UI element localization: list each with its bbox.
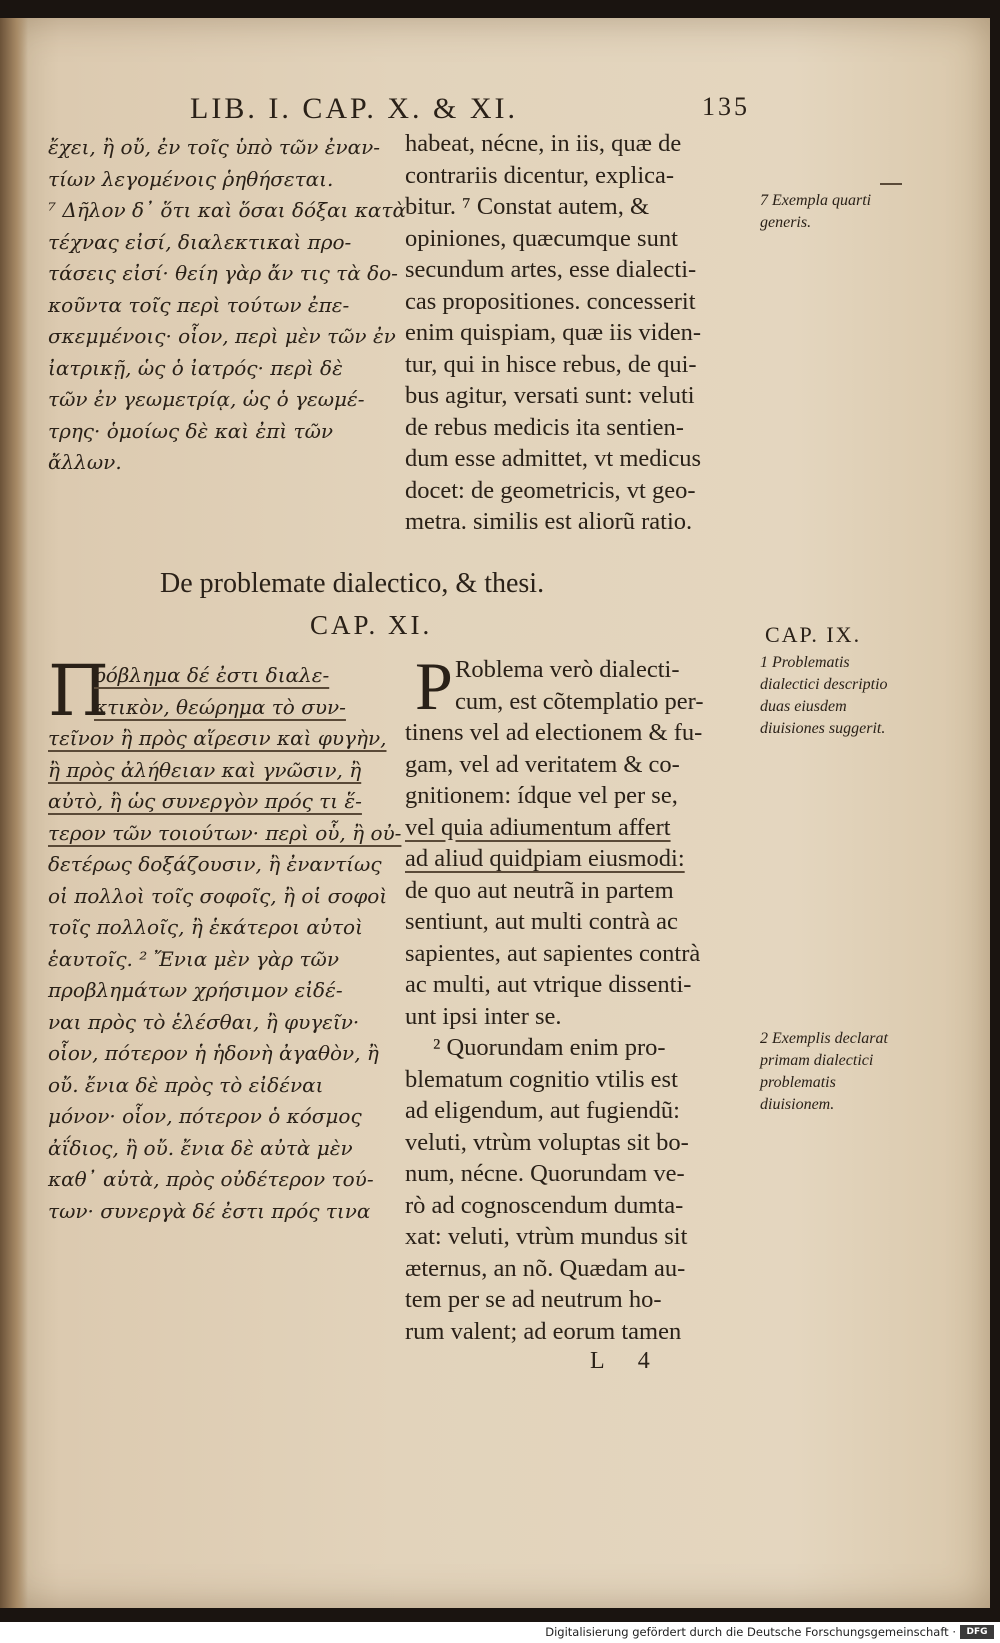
greek-line: οὔ. ἔνια δὲ πρὸς τὸ εἰδέναι	[48, 1072, 324, 1097]
greek-line: ἢ πρὸς ἀλήθειαν καὶ γνῶσιν, ἢ	[48, 757, 362, 782]
latin-line: opiniones, quæcumque sunt	[405, 224, 678, 252]
latin-line: unt ipsi inter se.	[405, 1002, 562, 1030]
latin-line: ad aliud quidpiam eiusmodi:	[405, 845, 685, 872]
greek-line: δετέρως δοξάζουσιν, ἢ ἐναντίως	[48, 852, 382, 876]
latin-line: ac multi, aut vtrique dissenti-	[405, 971, 692, 998]
digitization-footer	[0, 1622, 1000, 1643]
greek-column-top	[48, 132, 406, 479]
latin-line: tem per se ad neutrum ho-	[405, 1286, 662, 1313]
latin-line: de rebus medicis ita sentien-	[405, 413, 684, 441]
greek-line: τῶν ἐν γεωμετρίᾳ, ὡς ὁ γεωμέ-	[48, 387, 365, 411]
greek-line: των· συνεργὰ δέ ἐστι πρός τινα	[48, 1198, 371, 1223]
section-title: De problemate dialectico, & thesi.	[160, 568, 545, 599]
greek-line: καθ᾽ αὑτὰ, πρὸς οὐδέτερον τού-	[48, 1167, 374, 1191]
latin-line: cas propositiones. concesserit	[405, 287, 696, 315]
latin-line: habeat, nécne, in iis, quæ de	[405, 130, 682, 157]
greek-drop-capital: Π	[48, 650, 110, 732]
greek-line: προβλημάτων χρήσιμον εἰδέ-	[48, 978, 343, 1002]
latin-line: tur, qui in hisce rebus, de qui-	[405, 350, 697, 378]
greek-line: τρης· ὁμοίως δὲ καὶ ἐπὶ τῶν	[48, 418, 334, 443]
greek-line: ναι πρὸς τὸ ἑλέσθαι, ἢ φυγεῖν·	[48, 1009, 360, 1034]
latin-line: bus agitur, versati sunt: veluti	[405, 382, 695, 409]
latin-line: ² Quorundam enim pro-	[433, 1034, 666, 1061]
running-head-title: LIB. I. CAP. X. & XI.	[190, 92, 519, 125]
latin-line: xat: veluti, vtrùm mundus sit	[405, 1223, 688, 1250]
greek-line: τερον τῶν τοιούτων· περὶ οὗ, ἢ οὐ-	[48, 820, 402, 845]
latin-line: vel quia adiumentum affert	[405, 813, 671, 841]
margin-note-description: 1 Problematis dialectici descriptio duas eiusdem diuisiones suggerit.	[760, 654, 888, 737]
greek-line: οἱ πολλοὶ τοῖς σοφοῖς, ἢ οἱ σοφοὶ	[48, 883, 388, 908]
greek-line: σκεμμένοις· οἷον, περὶ μὲν τῶν ἐν	[48, 324, 396, 348]
greek-line: τοῖς πολλοῖς, ἢ ἑκάτεροι αὐτοὶ	[48, 915, 363, 939]
latin-line: de quo aut neutrã in partem	[405, 876, 674, 904]
latin-line: metra. similis est aliorũ ratio.	[405, 508, 693, 535]
greek-line: κτικὸν, θεώρημα τὸ συν-	[94, 694, 346, 719]
greek-line: ἔχει, ἢ οὔ, ἐν τοῖς ὑπὸ τῶν ἐναν-	[48, 135, 381, 159]
latin-column-top	[405, 128, 753, 538]
margin-chapter-reference: CAP. IX.	[765, 622, 862, 647]
latin-line: rum valent; ad eorum tamen	[405, 1317, 682, 1345]
greek-column-bottom	[48, 650, 402, 1227]
footer-credit: Digitalisierung gefördert durch die Deutsche Forschungsgemeinschaft ·	[545, 1625, 956, 1639]
greek-line: αὐτὸ, ἢ ὡς συνεργὸν πρός τι ἕ-	[48, 789, 362, 813]
greek-line: ⁷ Δῆλον δ᾽ ὅτι καὶ ὅσαι δόξαι κατὰ	[48, 198, 406, 222]
greek-line: ἄλλων.	[48, 450, 122, 474]
latin-line: rò ad cognoscendum dumta-	[405, 1191, 684, 1219]
latin-line: secundum artes, esse dialecti-	[405, 256, 697, 283]
margin-note-example: 2 Exemplis declarat primam dialectici problematis diuisionem.	[760, 1030, 888, 1113]
greek-line: τεῖνον ἢ πρὸς αἵρεσιν καὶ φυγὴν,	[48, 726, 387, 750]
page-number: 135	[702, 92, 750, 121]
latin-line: docet: de geometricis, vt geo-	[405, 476, 696, 504]
latin-line: gam, vel ad veritatem & co-	[405, 750, 680, 778]
margin-note-examples: 7 Exempla quarti generis.	[760, 192, 872, 231]
page-gutter	[0, 18, 28, 1608]
latin-line: sentiunt, aut multi contrà ac	[405, 908, 678, 935]
margin-dash	[880, 183, 902, 185]
greek-line: ρόβλημα δέ ἐστι διαλε-	[94, 663, 330, 687]
latin-line: dum esse admittet, vt medicus	[405, 445, 701, 472]
latin-line: contrariis dicentur, explica-	[405, 161, 675, 189]
greek-line: κοῦντα τοῖς περὶ τούτων ἐπε-	[48, 292, 350, 317]
signature-mark: L 4	[590, 1348, 664, 1374]
latin-line: gnitionem: ídque vel per se,	[405, 782, 678, 809]
latin-line: ad eligendum, aut fugiendũ:	[405, 1097, 680, 1124]
greek-line: τάσεις εἰσί· θείη γὰρ ἄν τις τὰ δο-	[48, 261, 398, 285]
dfg-logo-icon: DFG	[960, 1625, 994, 1639]
greek-line: τίων λεγομένοις ῥηθήσεται.	[48, 166, 334, 191]
latin-line: sapientes, aut sapientes contrà	[405, 939, 701, 967]
latin-line: Roblema verò dialecti-	[455, 656, 680, 683]
latin-drop-capital: P	[415, 648, 453, 724]
latin-line: enim quispiam, quæ iis viden-	[405, 319, 702, 346]
latin-line: blematum cognitio vtilis est	[405, 1065, 678, 1093]
latin-line: tinens vel ad electionem & fu-	[405, 719, 703, 746]
latin-line: num, nécne. Quorundam ve-	[405, 1160, 685, 1187]
greek-line: τέχνας εἰσί, διαλεκτικαὶ προ-	[48, 229, 352, 254]
latin-line: cum, est cõtemplatio per-	[455, 687, 704, 715]
chapter-heading: CAP. XI.	[310, 610, 433, 640]
greek-line: οἷον, πότερον ἡ ἡδονὴ ἀγαθὸν, ἢ	[48, 1041, 379, 1065]
latin-line: bitur. ⁷ Constat autem, &	[405, 193, 649, 220]
greek-line: ἰατρικῇ, ὡς ὁ ἰατρός· περὶ δὲ	[48, 355, 343, 380]
latin-column-bottom	[405, 648, 753, 1347]
latin-line: veluti, vtrùm voluptas sit bo-	[405, 1128, 689, 1156]
greek-line: μόνον· οἷον, πότερον ὁ κόσμος	[48, 1104, 362, 1128]
greek-line: ἑαυτοῖς. ² Ἔνια μὲν γὰρ τῶν	[48, 946, 340, 971]
running-head	[190, 92, 750, 126]
greek-line: ἀΐδιος, ἢ οὔ. ἔνια δὲ αὐτὰ μὲν	[48, 1135, 353, 1160]
latin-line: æternus, an nõ. Quædam au-	[405, 1254, 686, 1282]
